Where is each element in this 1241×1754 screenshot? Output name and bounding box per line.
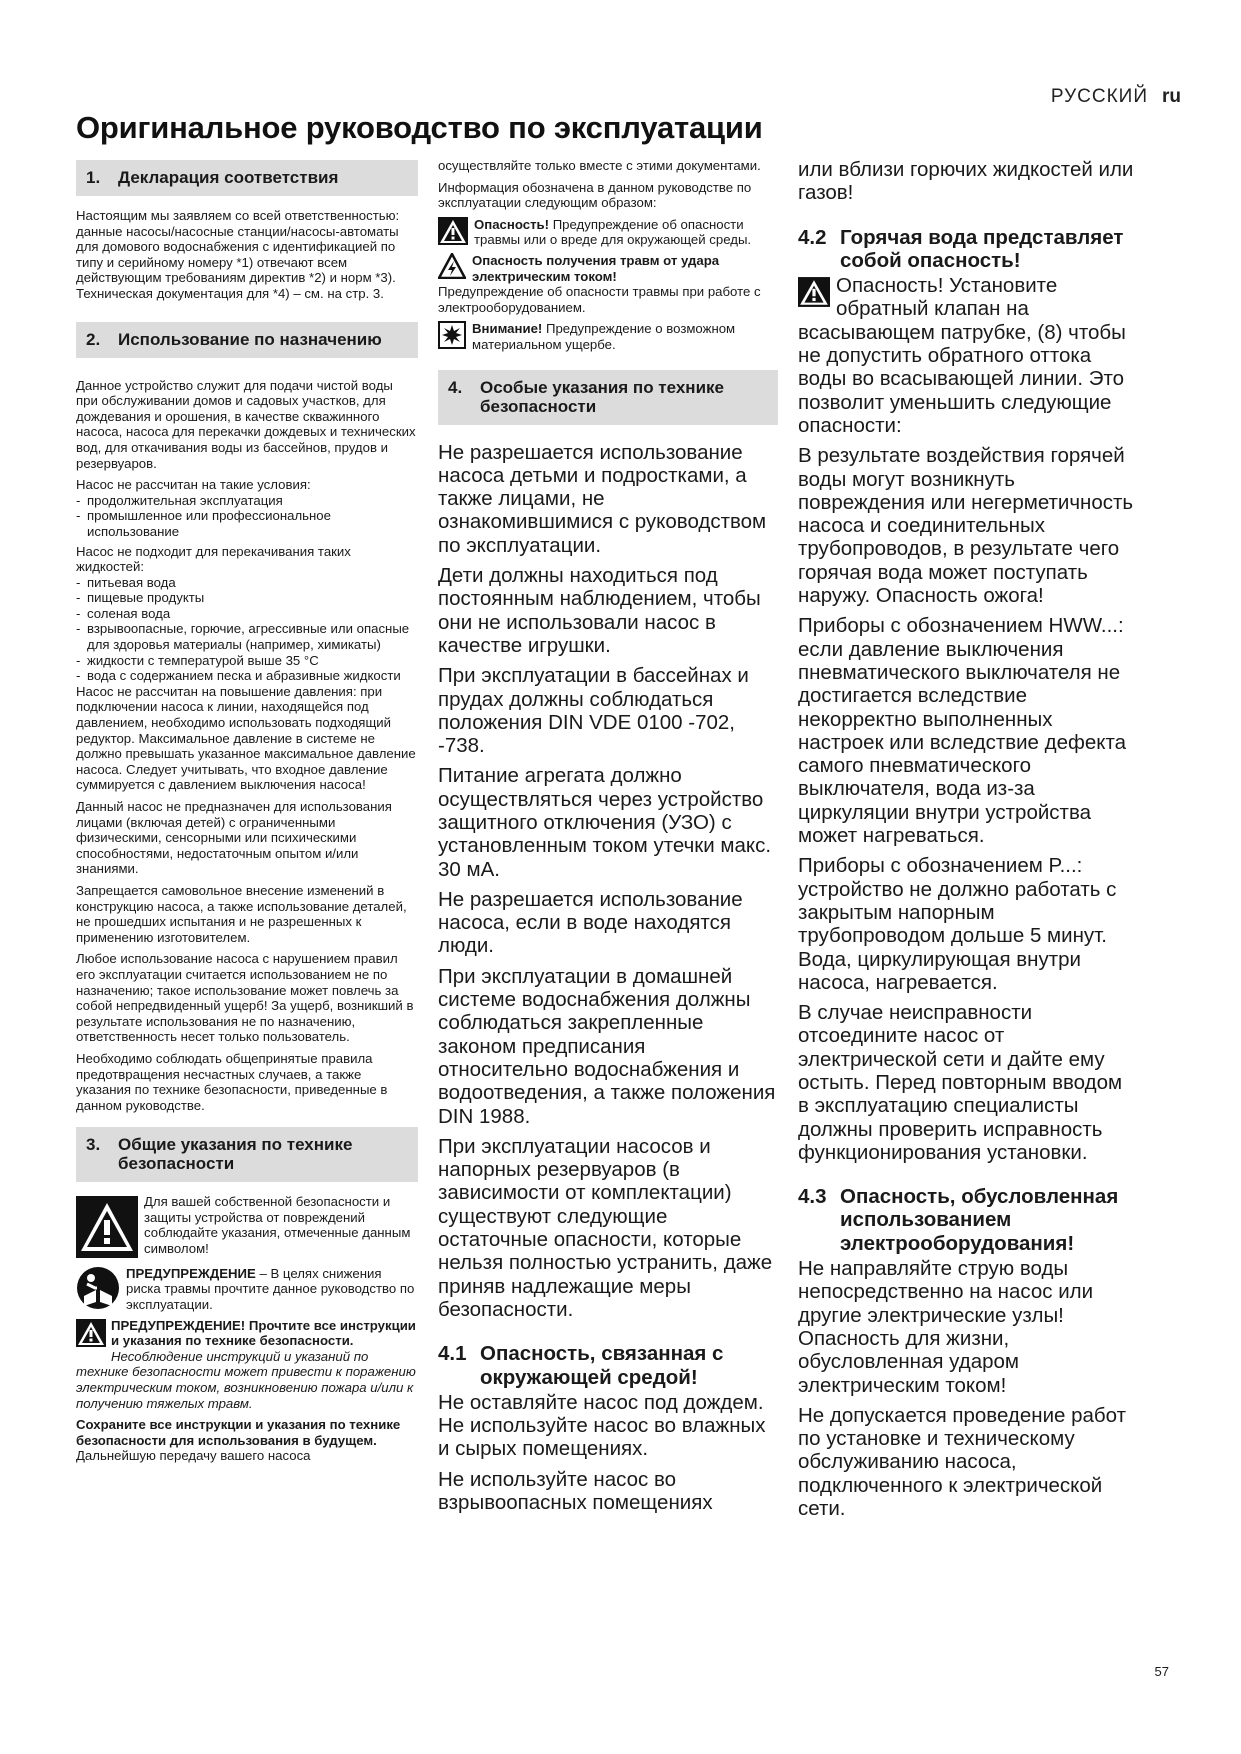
paragraph: При эксплуатации в домашней системе водоснабжения должны соблюдаться закрепленные законом предписания относительно водоснабжения и водоотведения, а также положения DIN 1988. (438, 964, 776, 1128)
legend-text: Предупреждение о возможном материальном ущербе. (472, 321, 736, 352)
attention-legend (438, 321, 778, 352)
paragraph: Дальнейшую передачу вашего насоса (76, 1448, 311, 1464)
subsection-title: Опасность, связанная с окружающей средой! (480, 1342, 724, 1389)
paragraph: При эксплуатации насосов и напорных резервуаров (в зависимости от комплектации) существуют следующие остаточные опасности, которые нельзя полностью устранить, даже приняв надлежащие меры безопасности. (438, 1134, 773, 1321)
list-item: - взрывоопасные, горючие, агрессивные или опасные для здоровья материалы (например, химикаты) (76, 621, 418, 652)
language-label: РУССКИЙ (1050, 86, 1148, 107)
paragraph: Любое использование насоса с нарушением правил его эксплуатации считается использованием не по назначению; такое использование может повлечь за собой непредвиденный ущерб! За ущерб, возникший в результате использования не по назначению, ответственность несет только пользователь. (76, 951, 414, 1045)
section-number: 3. (86, 1135, 101, 1155)
paragraph: Данное устройство служит для подачи чистой воды при обслуживании домов и садовых участков, для дождевания и орошения, в качестве скважинного насоса, насоса для перекачки дождевых и технических вод, для откачивания воды из бассейнов, прудов и резервуаров. (76, 377, 416, 471)
read-manual-warning (76, 1266, 418, 1313)
warning-bold: ПРЕДУПРЕЖДЕНИЕ! Прочтите все инструкции и указания по технике безопасности. (111, 1317, 416, 1349)
paragraph: Не разрешается использование насоса, если в воде находятся люди. (438, 887, 743, 958)
paragraph: осуществляйте только вместе с этими документами. (438, 158, 761, 173)
warning-triangle-icon (438, 217, 468, 248)
warning-triangle-icon (798, 277, 830, 312)
column-1 (76, 160, 418, 1470)
hot-water-warning (798, 274, 1138, 437)
legend-bold: Опасность получения травм от удара электрическим током! (472, 252, 720, 284)
subsection-title: Опасность, обусловленная использованием электрооборудования! (840, 1185, 1119, 1255)
page-number: 57 (1154, 1664, 1169, 1679)
danger-legend (438, 217, 778, 248)
column-3 (798, 158, 1138, 1527)
paragraph: Насос не рассчитан на повышение давления: при подключении насоса к линии, находящейся под давлением, необходимо использовать подходящий редуктор. Максимальное давление в системе не должно превышать указанное максимальное давление насоса. Следует учитывать, что входное давление суммируется с давлением выключения насоса! (76, 683, 416, 793)
section-4-body (438, 441, 778, 1515)
paragraph: Не разрешается использование насоса детьми и подростками, а также лицами, не ознакомившимися с руководством по эксплуатации. (438, 440, 767, 557)
subsection-number: 4.3 (798, 1185, 827, 1209)
list-item: - питьевая вода (76, 575, 418, 591)
paragraph: Не направляйте струю воды непосредственно на насос или другие электрические узлы! Опасность для жизни, обусловленная ударом электрическим током! (798, 1257, 1094, 1397)
column-2 (438, 158, 778, 1521)
subsection-4-3-heading (798, 1185, 1138, 1255)
attention-burst-icon (438, 321, 466, 352)
safety-symbol-text: Для вашей собственной безопасности и защиты устройства от повреждений соблюдайте указания, отмеченные данным символом! (144, 1194, 411, 1257)
section-4-heading (438, 370, 778, 425)
list-item: - вода с содержанием песка и абразивные жидкости (76, 668, 418, 684)
section-number: 1. (86, 168, 101, 187)
paragraph: Дети должны находиться под постоянным наблюдением, чтобы они не использовали насос в качестве игрушки. (438, 564, 761, 657)
warning-bold: ПРЕДУПРЕЖДЕНИЕ (126, 1265, 256, 1281)
paragraph: В результате воздействия горячей воды могут возникнуть повреждения или негерметичность насоса и соединительных трубопроводов, в результате чего горячая вода может поступать наружу. Опасность ожога! (798, 444, 1134, 608)
safety-symbol-block (76, 1194, 418, 1262)
paragraph: Насос не рассчитан на такие условия: (76, 477, 311, 493)
section-title: Особые указания по технике безопасности (480, 377, 724, 416)
warning-italic: Несоблюдение инструкций и указаний по технике безопасности может привести к поражению электрическим током, возникновению пожара и/или к получению тяжелых травм. (76, 1348, 416, 1411)
conditions-list (76, 493, 418, 540)
paragraph: Не допускается проведение работ по установке и техническому обслуживанию насоса, подключенного к электрической сети. (798, 1403, 1127, 1521)
section-number: 4. (448, 377, 463, 397)
legend-text: Предупреждение об опасности травмы или о вреде для окружающей среды. (474, 216, 752, 248)
declaration-text: Настоящим мы заявляем со всей ответственностью: данные насосы/насосные станции/насосы-автоматы для домового водоснабжения с идентификацией по типу и серийному номеру *1) отвечают всем действующим требованиям директив *2) и норм *3). Техническая документация для *4) – см. на стр. 3. (76, 208, 400, 301)
paragraph: Питание агрегата должно осуществляться через устройство защитного отключения (УЗО) с установленным током утечки макс. 30 мА. (438, 764, 772, 881)
keep-instructions: Сохраните все инструкции и указания по технике безопасности для использования в будущем. (76, 1417, 401, 1448)
subsection-number: 4.1 (438, 1342, 467, 1366)
list-item: - жидкости с температурой выше 35 °C (76, 653, 418, 669)
paragraph: Данный насос не предназначен для использования лицами (включая детей) с ограниченными физическими, сенсорными или психическими способностями, недостаточным опытом и/или знаниями. (76, 799, 392, 877)
section-3-heading (76, 1127, 418, 1182)
electric-shock-icon (438, 253, 466, 284)
language-header (1051, 86, 1181, 108)
read-manual-book-icon (76, 1266, 120, 1313)
section-number: 2. (86, 329, 101, 349)
paragraph: Запрещается самовольное внесение изменений в конструкцию насоса, а также использование деталей, не прошедших испытания и не разрешенных к применению изготовителем. (76, 882, 407, 945)
section-title: Использование по назначению (118, 329, 382, 349)
subsection-number: 4.2 (798, 225, 827, 249)
paragraph: При эксплуатации в бассейнах и прудах должны соблюдаться положения DIN VDE 0100 -702, -738. (438, 664, 749, 758)
section-2-heading (76, 322, 418, 358)
paragraph: Необходимо соблюдать общепринятые правила предотвращения несчастных случаев, а также указания по технике безопасности, приведенные в данном руководстве. (76, 1050, 388, 1113)
section-title: Общие указания по технике безопасности (118, 1135, 353, 1174)
warning-triangle-icon (76, 1319, 106, 1351)
section-title: Декларация соответствия (118, 168, 339, 187)
paragraph: Информация обозначена в данном руководстве по эксплуатации следующим образом: (438, 179, 752, 211)
electric-legend (438, 253, 778, 315)
list-item: - пищевые продукты (76, 590, 418, 606)
language-code: ru (1162, 86, 1181, 107)
subsection-title: Горячая вода представляет собой опасность! (840, 225, 1124, 272)
paragraph: Опасность! Установите обратный клапан на всасывающем патрубке, (8) чтобы не допустить обратного оттока воды во всасывающей линии. Это позволит уменьшить следующие опасности: (798, 274, 1126, 437)
legend-bold: Внимание! (472, 321, 543, 337)
paragraph: Насос не подходит для перекачивания таких жидкостей: (76, 543, 351, 575)
list-item: - соленая вода (76, 606, 418, 622)
section-1-heading (76, 160, 418, 196)
large-warning-triangle-icon (76, 1196, 138, 1262)
read-instructions-warning (76, 1318, 418, 1412)
liquids-list (76, 575, 418, 684)
page-title: Оригинальное руководство по эксплуатации (76, 110, 763, 145)
paragraph: Не используйте насос во взрывоопасных помещениях (438, 1467, 713, 1514)
subsection-4-2-heading (798, 226, 1138, 273)
paragraph: Приборы с обозначением HWW...: если давление выключения пневматического выключателя не достигается вследствие некорректно выполненных настроек или вследствие дефекта самого пневматического выключателя, вода из-за циркуляции внутри устройства может нагреваться. (798, 614, 1127, 848)
paragraph: или вблизи горючих жидкостей или газов! (798, 158, 1134, 205)
paragraph: Приборы с обозначением P...: устройство не должно работать с закрытым напорным трубопроводом дольше 5 минут. Вода, циркулирующая внутри насоса, нагревается. (798, 854, 1117, 994)
legend-text: Предупреждение об опасности травмы при работе с электрооборудованием. (438, 284, 761, 315)
subsection-4-1-heading (438, 1342, 778, 1389)
paragraph: В случае неисправности отсоедините насос от электрической сети и дайте ему остыть. Перед повторным вводом в эксплуатацию специалисты должны проверить исправность функционирования установки. (798, 1001, 1123, 1164)
legend-bold: Опасность! (474, 216, 550, 232)
list-item: - продолжительная эксплуатация (76, 493, 418, 509)
paragraph: Не оставляйте насос под дождем. Не используйте насос во влажных и сырых помещениях. (438, 1390, 766, 1461)
list-item: - промышленное или профессиональное использование (76, 508, 418, 539)
warning-text: – В целях снижения риска травмы прочтите данное руководство по эксплуатации. (126, 1265, 415, 1313)
